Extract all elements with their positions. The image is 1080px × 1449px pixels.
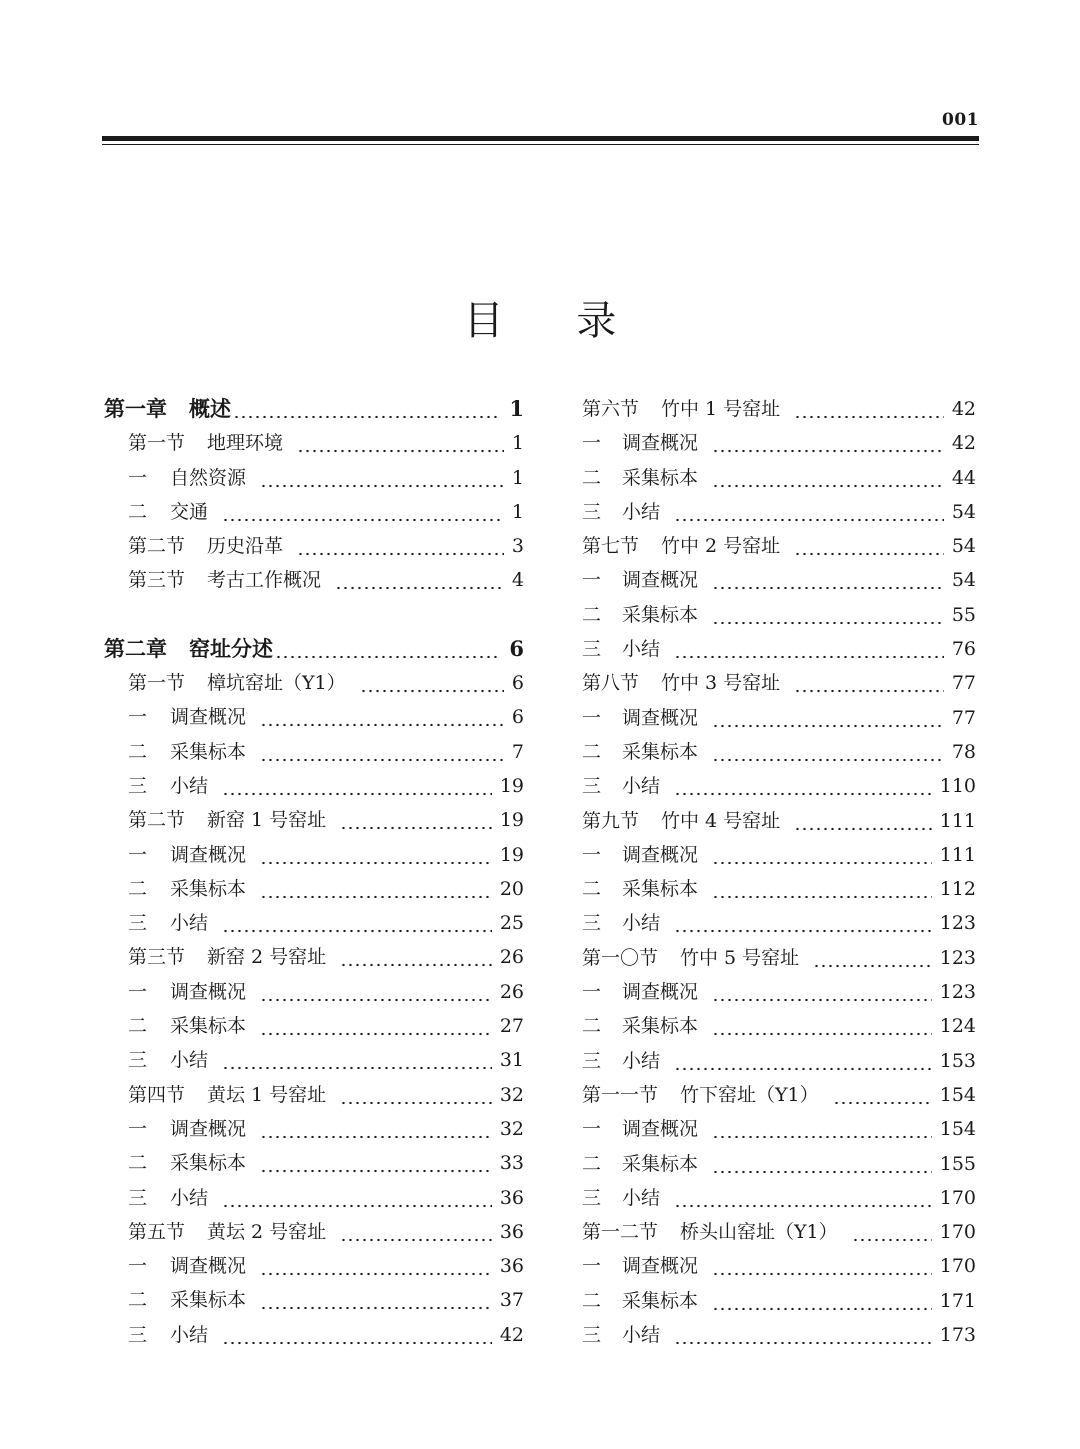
dot-leader xyxy=(794,666,944,700)
toc-entry-title: 小结 xyxy=(170,1186,209,1209)
header-rule-thick xyxy=(102,136,979,141)
toc-entry-title: 调查概况 xyxy=(622,981,699,1004)
dot-leader xyxy=(340,803,492,837)
toc-gap xyxy=(104,598,524,632)
dot-leader xyxy=(674,1181,932,1215)
toc-entry-sub[interactable] xyxy=(104,1146,524,1180)
toc-entry-title: 调查概况 xyxy=(622,706,699,729)
dot-leader xyxy=(260,975,492,1009)
dot-leader xyxy=(813,941,932,975)
toc-entry-title: 调查概况 xyxy=(622,1255,699,1278)
toc-entry-title: 采集标本 xyxy=(170,1289,247,1312)
dot-leader xyxy=(712,563,944,597)
toc-entry-page: 32 xyxy=(499,1117,524,1140)
dot-leader xyxy=(674,1318,932,1352)
toc-entry-label: 一 xyxy=(582,1255,602,1278)
dot-leader xyxy=(260,1112,492,1146)
toc-entry-sub[interactable] xyxy=(582,1318,976,1352)
toc-entry-page: 37 xyxy=(499,1289,524,1312)
toc-entry-label: 第一二节 xyxy=(582,1221,659,1244)
toc-entry-section[interactable] xyxy=(104,666,524,700)
toc-entry-section[interactable] xyxy=(582,1078,976,1112)
toc-entry-page: 54 xyxy=(951,569,976,592)
toc-entry-sub[interactable] xyxy=(104,1249,524,1283)
toc-entry-label: 三 xyxy=(582,1186,602,1209)
dot-leader xyxy=(260,461,504,495)
toc-entry-title: 调查概况 xyxy=(170,1117,247,1140)
toc-entry-title: 小结 xyxy=(622,638,661,661)
toc-entry-label: 三 xyxy=(128,774,148,797)
dot-leader xyxy=(275,632,501,666)
dot-leader xyxy=(794,804,932,838)
toc-entry-label: 第三节 xyxy=(128,946,186,969)
toc-entry-label: 二 xyxy=(128,877,148,900)
toc-entry-page: 77 xyxy=(951,672,976,695)
toc-entry-title: 新窑 2 号窑址 xyxy=(207,946,327,969)
toc-entry-page: 153 xyxy=(939,1049,976,1072)
toc-entry-label: 二 xyxy=(582,603,602,626)
toc-entry-title: 调查概况 xyxy=(622,569,699,592)
toc-entry-page: 26 xyxy=(499,946,524,969)
toc-entry-page: 112 xyxy=(939,878,976,901)
toc-entry-label: 一 xyxy=(128,980,148,1003)
toc-entry-page: 42 xyxy=(499,1323,524,1346)
toc-entry-title: 调查概况 xyxy=(170,843,247,866)
toc-entry-title: 竹中 5 号窑址 xyxy=(680,946,800,969)
dot-leader xyxy=(297,426,504,460)
toc-entry-label: 第五节 xyxy=(128,1220,186,1243)
toc-entry-sub[interactable] xyxy=(104,1181,524,1215)
toc-entry-sub[interactable] xyxy=(582,563,976,597)
toc-entry-label: 一 xyxy=(582,981,602,1004)
dot-leader xyxy=(712,701,944,735)
toc-entry-section[interactable] xyxy=(582,392,976,426)
dot-leader xyxy=(340,940,492,974)
toc-entry-sub[interactable] xyxy=(104,1318,524,1352)
toc-entry-title: 小结 xyxy=(170,1323,209,1346)
toc-entry-label: 二 xyxy=(128,1289,148,1312)
toc-entry-page: 32 xyxy=(499,1083,524,1106)
toc-entry-page: 54 xyxy=(951,500,976,523)
toc-entry-page: 1 xyxy=(511,466,524,489)
toc-entry-page: 124 xyxy=(939,1015,976,1038)
toc-entry-label: 二 xyxy=(582,1015,602,1038)
toc-entry-label: 一 xyxy=(128,1117,148,1140)
toc-entry-title: 竹中 4 号窑址 xyxy=(661,809,781,832)
toc-entry-label: 三 xyxy=(582,1324,602,1347)
toc-entry-page: 33 xyxy=(499,1152,524,1175)
dot-leader xyxy=(794,529,944,563)
toc-entry-title: 新窑 1 号窑址 xyxy=(207,809,327,832)
toc-entry-section[interactable] xyxy=(104,426,524,460)
dot-leader xyxy=(833,1078,932,1112)
toc-entry-sub[interactable] xyxy=(104,1283,524,1317)
toc-entry-label: 二 xyxy=(128,1015,148,1038)
toc-entry-title: 采集标本 xyxy=(622,466,699,489)
toc-entry-page: 155 xyxy=(939,1152,976,1175)
toc-entry-label: 二 xyxy=(582,1152,602,1175)
toc-entry-page: 111 xyxy=(939,843,976,866)
toc-entry-title: 调查概况 xyxy=(170,1255,247,1278)
toc-entry-label: 第四节 xyxy=(128,1083,186,1106)
toc-entry-page: 154 xyxy=(939,1083,976,1106)
toc-entry-sub[interactable] xyxy=(582,701,976,735)
dot-leader xyxy=(712,872,932,906)
dot-leader xyxy=(852,1215,932,1249)
toc-entry-label: 第七节 xyxy=(582,535,640,558)
dot-leader xyxy=(335,563,504,597)
dot-leader xyxy=(674,1044,932,1078)
toc-entry-sub[interactable] xyxy=(582,598,976,632)
toc-entry-title: 调查概况 xyxy=(170,980,247,1003)
toc-entry-page: 1 xyxy=(509,396,524,421)
toc-entry-label: 第八节 xyxy=(582,672,640,695)
toc-entry-section[interactable] xyxy=(104,940,524,974)
toc-entry-title: 调查概况 xyxy=(622,843,699,866)
toc-entry-title: 概述 xyxy=(189,396,231,421)
dot-leader xyxy=(712,1009,932,1043)
toc-entry-title: 采集标本 xyxy=(170,1015,247,1038)
toc-entry-label: 第九节 xyxy=(582,809,640,832)
toc-entry-page: 19 xyxy=(499,843,524,866)
toc-entry-label: 第六节 xyxy=(582,398,640,420)
toc-entry-page: 1 xyxy=(511,500,524,523)
page-number: 001 xyxy=(942,110,979,130)
dot-leader xyxy=(222,1181,492,1215)
dot-leader xyxy=(340,1215,492,1249)
toc-entry-title: 交通 xyxy=(170,500,209,523)
toc-entry-title: 采集标本 xyxy=(170,740,247,763)
toc-entry-title: 采集标本 xyxy=(170,877,247,900)
toc-entry-sub[interactable] xyxy=(104,1043,524,1077)
toc-entry-sub[interactable] xyxy=(582,1009,976,1043)
toc-entry-title: 小结 xyxy=(170,912,209,935)
toc-entry-title: 采集标本 xyxy=(622,740,699,763)
toc-entry-sub[interactable] xyxy=(582,872,976,906)
dot-leader xyxy=(712,1112,932,1146)
toc-entry-section[interactable] xyxy=(104,529,524,563)
toc-entry-title: 竹下窑址（Y1） xyxy=(680,1083,819,1106)
toc-entry-label: 一 xyxy=(128,466,148,489)
toc-entry-label: 三 xyxy=(128,1186,148,1209)
toc-entry-sub[interactable] xyxy=(582,1181,976,1215)
toc-entry-page: 170 xyxy=(939,1221,976,1244)
dot-leader xyxy=(712,975,932,1009)
toc-entry-sub[interactable] xyxy=(582,495,976,529)
toc-entry-title: 小结 xyxy=(622,1324,661,1347)
toc-entry-page: 3 xyxy=(511,535,524,558)
toc-entry-title: 小结 xyxy=(622,500,661,523)
toc-entry-title: 采集标本 xyxy=(622,1289,699,1312)
toc-entry-section[interactable] xyxy=(582,941,976,975)
toc-entry-page: 123 xyxy=(939,946,976,969)
dot-leader xyxy=(674,769,932,803)
toc-entry-label: 一 xyxy=(582,706,602,729)
dot-leader xyxy=(260,1009,492,1043)
toc-entry-label: 第二章 xyxy=(104,635,167,661)
dot-leader xyxy=(260,838,492,872)
toc-entry-page: 4 xyxy=(511,569,524,592)
toc-entry-sub[interactable] xyxy=(582,426,976,460)
dot-leader xyxy=(712,1249,932,1283)
dot-leader xyxy=(297,529,504,563)
toc-entry-title: 小结 xyxy=(622,912,661,935)
toc-entry-title: 历史沿革 xyxy=(207,535,284,558)
toc-entry-title: 小结 xyxy=(622,775,661,798)
toc-entry-sub[interactable] xyxy=(582,1112,976,1146)
dot-leader xyxy=(712,838,932,872)
toc-entry-sub[interactable] xyxy=(104,975,524,1009)
toc-entry-label: 二 xyxy=(582,740,602,763)
toc-entry-title: 竹中 3 号窑址 xyxy=(661,672,781,695)
dot-leader xyxy=(712,1147,932,1181)
dot-leader xyxy=(674,495,944,529)
dot-leader xyxy=(360,666,504,700)
toc-entry-label: 三 xyxy=(128,1323,148,1346)
dot-leader xyxy=(260,1249,492,1283)
toc-entry-title: 黄坛 2 号窑址 xyxy=(207,1220,327,1243)
toc-entry-section[interactable] xyxy=(104,563,524,597)
toc-entry-label: 三 xyxy=(582,638,602,661)
toc-entry-title: 竹中 1 号窑址 xyxy=(661,398,781,420)
toc-entry-sub[interactable] xyxy=(582,1284,976,1318)
toc-entry-sub[interactable] xyxy=(582,838,976,872)
toc-entry-label: 二 xyxy=(582,878,602,901)
toc-entry-page: 110 xyxy=(939,775,976,798)
toc-entry-sub[interactable] xyxy=(582,632,976,666)
toc-entry-sub[interactable] xyxy=(582,1044,976,1078)
toc-entry-sub[interactable] xyxy=(582,1249,976,1283)
toc-entry-sub[interactable] xyxy=(104,461,524,495)
dot-leader xyxy=(222,1318,492,1352)
toc-entry-page: 170 xyxy=(939,1186,976,1209)
toc-entry-title: 小结 xyxy=(170,774,209,797)
dot-leader xyxy=(340,1078,492,1112)
toc-entry-label: 三 xyxy=(128,1049,148,1072)
toc-entry-section[interactable] xyxy=(104,1215,524,1249)
toc-entry-page: 171 xyxy=(939,1289,976,1312)
toc-entry-label: 第一节 xyxy=(128,432,186,455)
toc-entry-chapter[interactable] xyxy=(104,632,524,666)
toc-entry-label: 一 xyxy=(582,843,602,866)
dot-leader xyxy=(222,906,492,940)
toc-entry-label: 第一〇节 xyxy=(582,946,659,969)
toc-entry-sub[interactable] xyxy=(582,906,976,940)
toc-entry-page: 19 xyxy=(499,774,524,797)
toc-left-column xyxy=(104,392,524,1352)
toc-entry-sub[interactable] xyxy=(104,906,524,940)
toc-entry-sub[interactable] xyxy=(582,735,976,769)
toc-entry-label: 三 xyxy=(582,912,602,935)
toc-entry-label: 一 xyxy=(582,1118,602,1141)
toc-entry-label: 三 xyxy=(582,1049,602,1072)
toc-entry-page: 77 xyxy=(951,706,976,729)
toc-entry-page: 26 xyxy=(499,980,524,1003)
toc-entry-title: 调查概况 xyxy=(622,1118,699,1141)
toc-entry-page: 20 xyxy=(499,877,524,900)
toc-entry-label: 一 xyxy=(128,1255,148,1278)
toc-entry-title: 考古工作概况 xyxy=(207,569,322,592)
toc-entry-sub[interactable] xyxy=(582,975,976,1009)
toc-entry-section[interactable] xyxy=(104,803,524,837)
toc-entry-page: 7 xyxy=(511,740,524,763)
toc-entry-label: 第一一节 xyxy=(582,1083,659,1106)
toc-entry-title: 小结 xyxy=(170,1049,209,1072)
toc-entry-chapter[interactable] xyxy=(104,392,524,426)
toc-entry-page: 42 xyxy=(951,398,976,420)
dot-leader xyxy=(674,906,932,940)
dot-leader xyxy=(233,392,501,426)
toc-entry-label: 三 xyxy=(582,775,602,798)
toc-entry-sub[interactable] xyxy=(104,1112,524,1146)
toc-entry-page: 154 xyxy=(939,1118,976,1141)
toc-entry-page: 31 xyxy=(499,1049,524,1072)
toc-entry-label: 一 xyxy=(128,843,148,866)
header-rule-thin xyxy=(102,144,979,145)
toc-entry-page: 42 xyxy=(951,432,976,455)
toc-entry-page: 19 xyxy=(499,809,524,832)
toc-entry-page: 170 xyxy=(939,1255,976,1278)
toc-entry-title: 樟坑窑址（Y1） xyxy=(207,672,346,695)
toc-entry-label: 二 xyxy=(582,1289,602,1312)
dot-leader xyxy=(222,769,492,803)
dot-leader xyxy=(712,1284,932,1318)
toc-entry-title: 采集标本 xyxy=(622,878,699,901)
toc-entry-title: 黄坛 1 号窑址 xyxy=(207,1083,327,1106)
toc-entry-page: 6 xyxy=(509,635,524,661)
toc-entry-label: 第一章 xyxy=(104,396,167,421)
toc-entry-page: 173 xyxy=(939,1324,976,1347)
toc-entry-label: 一 xyxy=(128,706,148,729)
toc-entry-label: 一 xyxy=(582,569,602,592)
toc-entry-page: 36 xyxy=(499,1220,524,1243)
toc-entry-sub[interactable] xyxy=(104,1009,524,1043)
toc-entry-label: 第三节 xyxy=(128,569,186,592)
toc-entry-sub[interactable] xyxy=(104,769,524,803)
toc-entry-title: 竹中 2 号窑址 xyxy=(661,535,781,558)
toc-entry-section[interactable] xyxy=(582,804,976,838)
toc-entry-label: 三 xyxy=(128,912,148,935)
toc-entry-title: 自然资源 xyxy=(170,466,247,489)
toc-entry-page: 44 xyxy=(951,466,976,489)
toc-entry-page: 1 xyxy=(511,432,524,455)
toc-entry-title: 采集标本 xyxy=(622,603,699,626)
toc-entry-title: 地理环境 xyxy=(207,432,284,455)
toc-entry-section[interactable] xyxy=(582,666,976,700)
toc-entry-label: 一 xyxy=(582,432,602,455)
dot-leader xyxy=(222,1043,492,1077)
toc-entry-sub[interactable] xyxy=(582,1147,976,1181)
dot-leader xyxy=(712,426,944,460)
toc-title: 目 录 xyxy=(463,297,647,344)
toc-entry-page: 36 xyxy=(499,1186,524,1209)
toc-entry-title: 桥头山窑址（Y1） xyxy=(680,1221,838,1244)
toc-entry-label: 二 xyxy=(128,500,148,523)
toc-entry-page: 36 xyxy=(499,1255,524,1278)
toc-entry-sub[interactable] xyxy=(104,735,524,769)
dot-leader xyxy=(794,392,944,426)
dot-leader xyxy=(712,598,944,632)
dot-leader xyxy=(260,700,504,734)
toc-entry-page: 55 xyxy=(951,603,976,626)
toc-entry-page: 123 xyxy=(939,981,976,1004)
toc-entry-section[interactable] xyxy=(104,1078,524,1112)
toc-entry-page: 123 xyxy=(939,912,976,935)
toc-entry-label: 二 xyxy=(582,466,602,489)
toc-entry-label: 三 xyxy=(582,500,602,523)
toc-entry-sub[interactable] xyxy=(582,769,976,803)
toc-entry-section[interactable] xyxy=(582,1215,976,1249)
toc-entry-sub[interactable] xyxy=(104,838,524,872)
dot-leader xyxy=(260,1283,492,1317)
toc-entry-label: 第二节 xyxy=(128,535,186,558)
toc-entry-sub[interactable] xyxy=(104,495,524,529)
dot-leader xyxy=(260,872,492,906)
dot-leader xyxy=(712,461,944,495)
dot-leader xyxy=(260,735,504,769)
toc-entry-title: 采集标本 xyxy=(622,1152,699,1175)
toc-entry-page: 78 xyxy=(951,740,976,763)
toc-entry-page: 111 xyxy=(939,809,976,832)
toc-entry-sub[interactable] xyxy=(582,461,976,495)
toc-entry-page: 76 xyxy=(951,638,976,661)
toc-entry-title: 采集标本 xyxy=(170,1152,247,1175)
toc-entry-section[interactable] xyxy=(582,529,976,563)
toc-entry-page: 6 xyxy=(511,706,524,729)
toc-entry-title: 调查概况 xyxy=(622,432,699,455)
toc-entry-page: 27 xyxy=(499,1015,524,1038)
dot-leader xyxy=(260,1146,492,1180)
toc-entry-label: 第二节 xyxy=(128,809,186,832)
toc-entry-page: 25 xyxy=(499,912,524,935)
toc-entry-label: 二 xyxy=(128,1152,148,1175)
toc-entry-title: 调查概况 xyxy=(170,706,247,729)
toc-entry-page: 54 xyxy=(951,535,976,558)
toc-entry-page: 6 xyxy=(511,672,524,695)
toc-entry-title: 窑址分述 xyxy=(189,635,273,661)
dot-leader xyxy=(674,632,944,666)
toc-entry-sub[interactable] xyxy=(104,872,524,906)
toc-entry-label: 第一节 xyxy=(128,672,186,695)
toc-entry-title: 小结 xyxy=(622,1186,661,1209)
toc-right-column xyxy=(582,392,976,1352)
dot-leader xyxy=(712,735,944,769)
toc-entry-sub[interactable] xyxy=(104,700,524,734)
toc-entry-title: 小结 xyxy=(622,1049,661,1072)
toc-entry-title: 采集标本 xyxy=(622,1015,699,1038)
toc-entry-label: 二 xyxy=(128,740,148,763)
dot-leader xyxy=(222,495,504,529)
